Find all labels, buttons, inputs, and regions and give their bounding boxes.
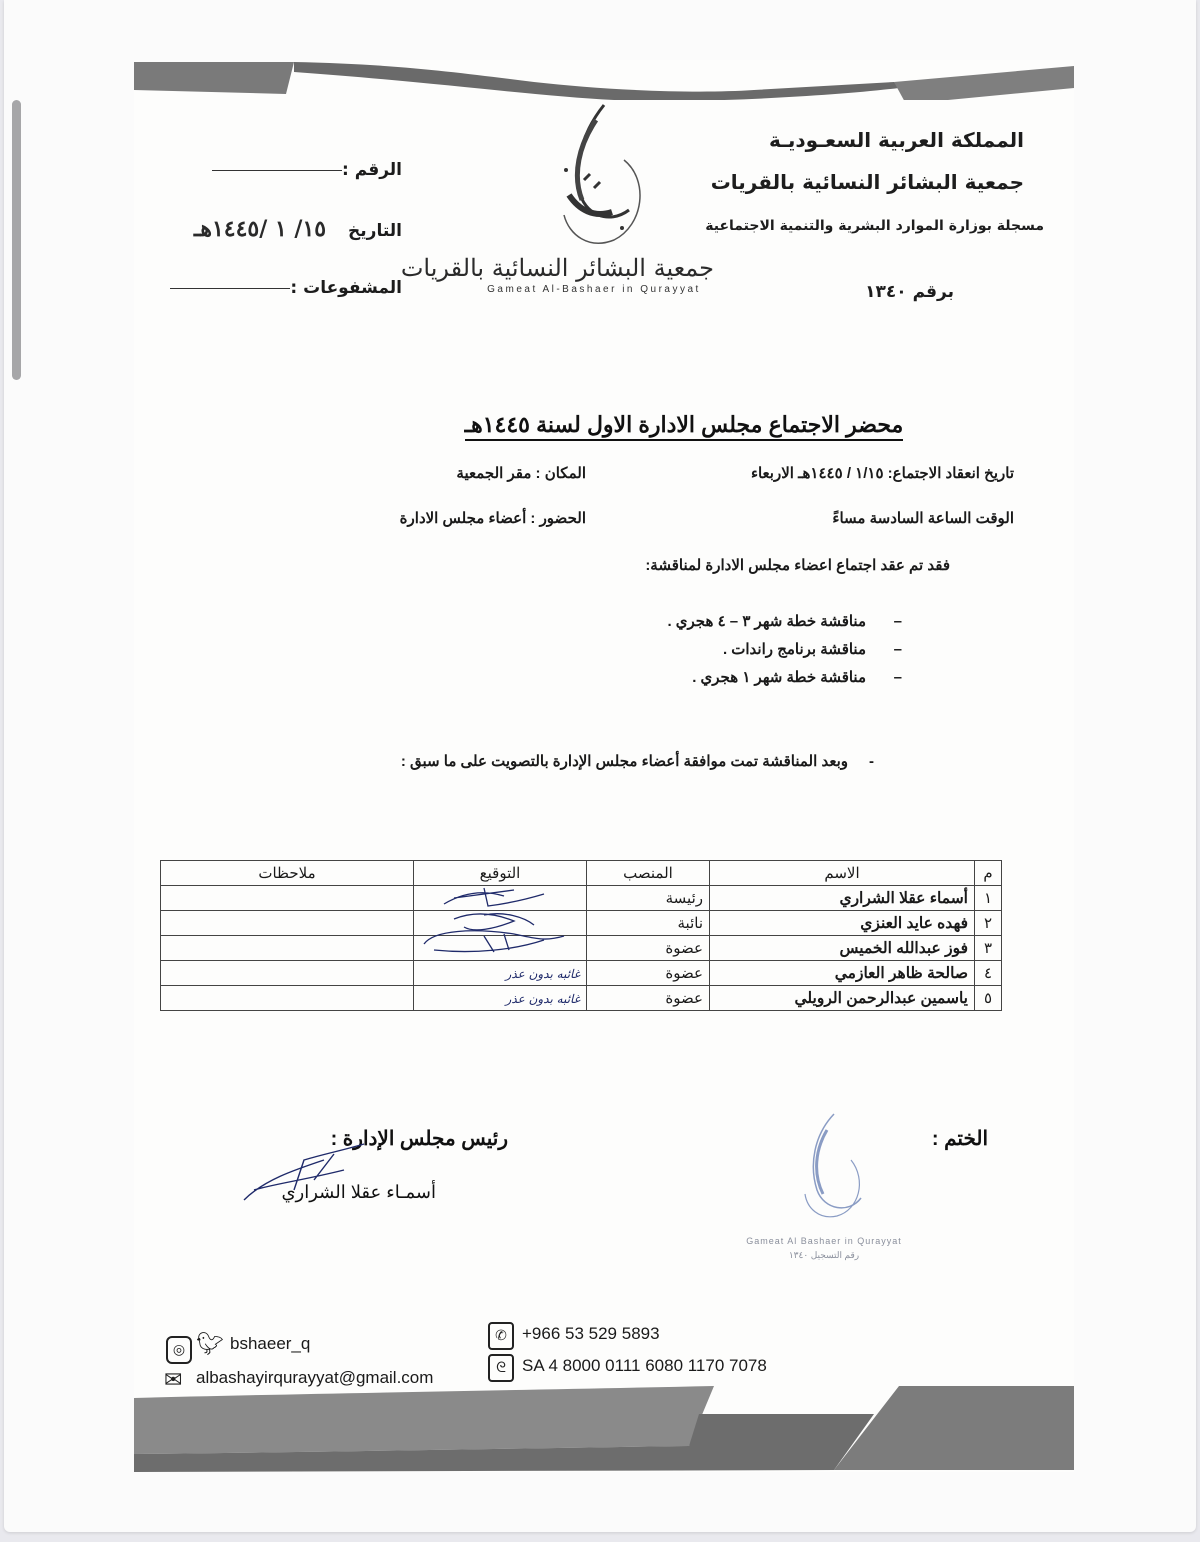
number-field: [212, 160, 402, 180]
iban-number: SA 4 8000 0111 6080 1170 7078: [522, 1356, 767, 1375]
dash-bullet: –: [893, 669, 902, 686]
chair-signature: [234, 1140, 384, 1210]
date-field: [194, 216, 402, 242]
bottom-decorative-band: [134, 1386, 1074, 1476]
stamp-emblem-icon: [779, 1110, 869, 1220]
meeting-time: الوقت الساعة السادسة مساءً: [832, 510, 1014, 527]
document-page: [134, 60, 1074, 1472]
table-row: [161, 986, 1002, 1011]
row-num: ٥: [975, 986, 1002, 1011]
dash-bullet: -: [869, 753, 874, 770]
stamp-label: الختم :: [931, 1128, 988, 1150]
attachments-field: [170, 278, 402, 298]
social-handle: bshaeer_q: [230, 1334, 311, 1353]
header-position: المنصب: [587, 861, 710, 886]
meeting-date: تاريخ انعقاد الاجتماع: ١/١٥ / ١٤٤٥هـ الاربعاء: [750, 465, 1014, 482]
meeting-attendance: الحضور : أعضاء مجلس الادارة: [399, 510, 586, 527]
date-value: ١٥/ ١ /١٤٤٥هـ: [193, 216, 327, 242]
number-label: الرقم :: [342, 160, 402, 180]
row-position: عضوة: [587, 936, 710, 961]
row-notes: [161, 911, 414, 936]
row-position: عضوة: [587, 961, 710, 986]
dash-bullet: –: [893, 613, 902, 630]
agenda-item-text: مناقشة برنامج راندات .: [722, 641, 866, 658]
intro-text: فقد تم عقد اجتماع اعضاء مجلس الادارة لمناقشة:: [645, 557, 950, 574]
row-num: ٤: [975, 961, 1002, 986]
row-position: نائبة: [587, 911, 710, 936]
handwritten-absent-note: غائبه بدون عذر: [505, 966, 580, 981]
meeting-place: المكان : مقر الجمعية: [456, 465, 586, 482]
org-registration-number: برقم ١٣٤٠: [865, 282, 954, 302]
header-num: م: [975, 861, 1002, 886]
header-name: الاسم: [710, 861, 975, 886]
org-registration: مسجلة بوزارة الموارد البشرية والتنمية الاجتماعية: [705, 218, 1044, 234]
row-signature: [414, 886, 587, 911]
row-name: صالحة ظاهر العازمي: [710, 961, 975, 986]
org-country: المملكة العربية السعـوديـة: [768, 128, 1024, 152]
table-row: [161, 886, 1002, 911]
header-signature: التوقيع: [414, 861, 587, 886]
bank-icon: ᘓ: [488, 1354, 514, 1382]
org-logo: [400, 100, 714, 340]
row-notes: [161, 961, 414, 986]
row-position: عضوة: [587, 986, 710, 1011]
instagram-icon: ◎: [166, 1336, 192, 1364]
table-row: [161, 911, 1002, 936]
row-signature: [414, 961, 587, 986]
row-notes: [161, 986, 414, 1011]
calligraphy-emblem-icon: [534, 100, 654, 250]
phone-number: +966 53 529 5893: [522, 1324, 660, 1343]
row-name: ياسمين عبدالرحمن الرويلي: [710, 986, 975, 1011]
row-name: فهده عايد العنزي: [710, 911, 975, 936]
handwritten-absent-note: غائبه بدون عذر: [505, 991, 580, 1006]
logo-arabic-text: جمعية البشائر النسائية بالقريات: [400, 254, 714, 282]
row-position: رئيسة: [587, 886, 710, 911]
agenda-item: [667, 612, 902, 630]
row-notes: [161, 936, 414, 961]
row-num: ٢: [975, 911, 1002, 936]
date-label: التاريخ: [348, 221, 402, 241]
conclusion-text: وبعد المناقشة تمت موافقة أعضاء مجلس الإدارة بالتصويت على ما سبق :: [400, 753, 848, 770]
logo-latin-text: Gameat Al-Bashaer in Qurayyat: [487, 284, 701, 295]
row-signature: [414, 986, 587, 1011]
document-title-text: محضر الاجتماع مجلس الادارة الاول لسنة ١٤٤٥هـ: [465, 412, 904, 441]
header-notes: ملاحظات: [161, 861, 414, 886]
agenda-item: [723, 640, 902, 658]
handwritten-signature: [414, 930, 574, 954]
document-viewer: [4, 0, 1196, 1532]
attachments-label: المشفوعات :: [290, 278, 402, 298]
agenda-item: [692, 668, 902, 686]
official-stamp: [724, 1110, 924, 1300]
chair-label: رئيس مجلس الإدارة :: [330, 1128, 508, 1150]
members-table: [160, 860, 1002, 1011]
row-name: فوز عبدالله الخميس: [710, 936, 975, 961]
row-name: أسماء عقلا الشراري: [710, 886, 975, 911]
stamp-latin: Gameat Al Bashaer in Qurayyat: [746, 1236, 902, 1246]
row-signature: [414, 936, 587, 961]
row-notes: [161, 886, 414, 911]
agenda-item-text: مناقشة خطة شهر ٣ – ٤ هجري .: [667, 613, 866, 630]
table-row: [161, 961, 1002, 986]
table-row: [161, 936, 1002, 961]
stamp-registration: رقم التسجيل ١٣٤٠: [788, 1250, 860, 1260]
email-address: albashayirqurayyat@gmail.com: [196, 1368, 434, 1387]
handwritten-signature: [424, 886, 564, 910]
vertical-scrollbar[interactable]: [12, 100, 21, 380]
phone-icon: ✆: [488, 1322, 514, 1350]
agenda-item-text: مناقشة خطة شهر ١ هجري .: [692, 669, 866, 686]
conclusion: [401, 752, 874, 770]
chair-name: أسمـاء عقلا الشراري: [281, 1182, 436, 1202]
dash-bullet: –: [893, 641, 902, 658]
document-title: [294, 412, 1074, 438]
row-num: ٣: [975, 936, 1002, 961]
table-header-row: [161, 861, 1002, 886]
org-name: جمعية البشائر النسائية بالقريات: [710, 170, 1024, 194]
email-icon: ✉: [164, 1368, 183, 1393]
row-num: ١: [975, 886, 1002, 911]
top-decorative-band: [134, 60, 1074, 100]
twitter-icon: 🐦︎: [196, 1332, 224, 1357]
